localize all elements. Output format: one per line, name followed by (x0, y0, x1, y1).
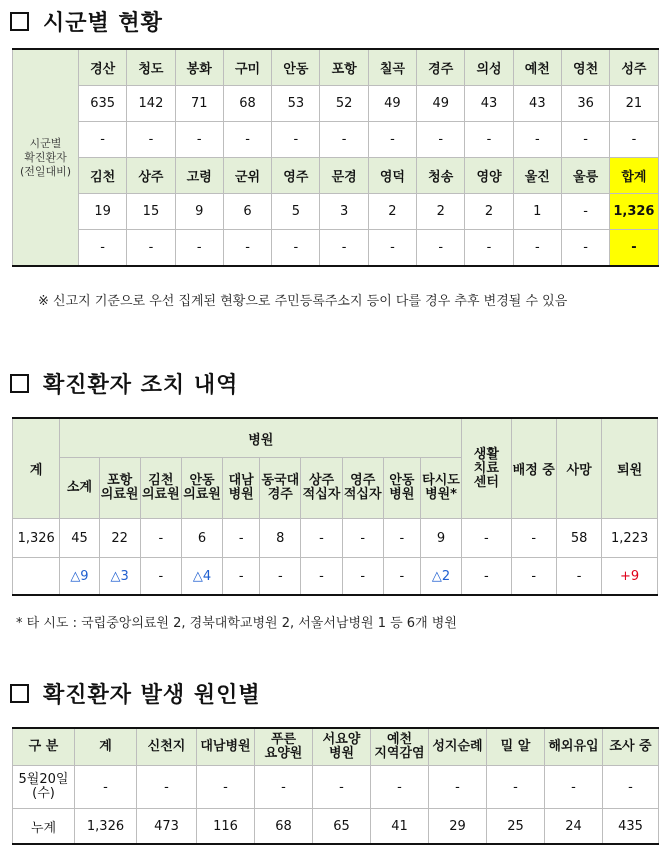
hospital-sub-header (420, 458, 461, 519)
cause-total-value: 41 (371, 809, 429, 845)
measures-count: - (383, 519, 420, 558)
region-count: 36 (561, 86, 609, 122)
cause-header (603, 728, 659, 766)
cause-header-line: 구 분 (28, 739, 59, 754)
region-count: 68 (223, 86, 271, 122)
row-label (13, 49, 79, 266)
region-count: 43 (465, 86, 513, 122)
hospital-header: 병원 (60, 418, 462, 458)
cause-header-line: 지역감염 (374, 746, 425, 761)
causes-table (12, 727, 659, 845)
checkbox-icon (10, 374, 29, 393)
cause-header-line: 푸른 (270, 732, 297, 747)
section-title-region: 시군별 현황 (10, 6, 163, 37)
hospital-sub-header-line: 적십자 (302, 487, 341, 502)
measures-count: - (342, 519, 383, 558)
cause-header (371, 728, 429, 766)
hospital-sub-header (99, 458, 140, 519)
cause-total-value: 누계 (13, 809, 75, 845)
measures-count: 22 (99, 519, 140, 558)
region-count: 71 (175, 86, 223, 122)
measures-change: - (342, 558, 383, 596)
hospital-sub-header-line: 포항 (107, 473, 133, 488)
region-count: 3 (320, 194, 368, 230)
life-center-header (462, 418, 511, 519)
hospital-sub-header-line: 안동 (389, 473, 415, 488)
cause-header-line: 해외유입 (548, 739, 599, 754)
causes-total-row (13, 809, 659, 845)
measures-table (12, 417, 658, 596)
region-count: 1,326 (610, 194, 658, 230)
region-count: 15 (127, 194, 175, 230)
hospital-sub-header (260, 458, 301, 519)
hospital-sub-header-line: 병원* (425, 487, 457, 502)
row-label-line: (전일대비) (19, 164, 72, 178)
cause-header-line: 예천 (386, 732, 413, 747)
measures-change: - (260, 558, 301, 596)
section-title-causes: 확진환자 발생 원인별 (10, 678, 261, 709)
cause-header-line: 서요양 (322, 732, 361, 747)
cause-header-line: 병원 (328, 746, 355, 761)
cause-daily-value-line: 5월20일 (18, 772, 69, 787)
measures-count: 58 (556, 519, 601, 558)
region-count: 19 (79, 194, 127, 230)
measures-change: △2 (420, 558, 461, 596)
region-change: - (417, 230, 465, 267)
measures-change: - (301, 558, 342, 596)
region-change: - (561, 230, 609, 267)
hospital-sub-header-line: 의료원 (100, 487, 139, 502)
region-change: - (368, 230, 416, 267)
region-change: - (175, 122, 223, 158)
measures-change-row (13, 558, 658, 596)
hospital-sub-header-line: 대남 (228, 473, 254, 488)
life-center-header-line: 생활 (473, 446, 499, 462)
hospital-sub-header-line: 안동 (189, 473, 215, 488)
measures-change: - (556, 558, 601, 596)
region-change: - (272, 230, 320, 267)
region-count: 49 (417, 86, 465, 122)
hospital-sub-header-line: 상주 (308, 473, 335, 488)
region-count-row (13, 86, 659, 122)
measures-change: +9 (602, 558, 658, 596)
region-name: 경산 (79, 49, 127, 86)
region-count: 2 (417, 194, 465, 230)
cause-daily-value: - (313, 766, 371, 809)
cause-daily-value: - (75, 766, 137, 809)
region-change: - (223, 230, 271, 267)
hospital-sub-header-line: 경주 (267, 487, 293, 502)
hospital-sub-header-line: 타시도 (422, 473, 460, 488)
cause-header (137, 728, 197, 766)
region-change: - (79, 230, 127, 267)
hospital-sub-header-line: 영주 (350, 473, 376, 488)
region-name: 상주 (127, 158, 175, 194)
hospital-sub-header-line: 소계 (66, 480, 93, 495)
region-name: 의성 (465, 49, 513, 86)
region-name: 합계 (610, 158, 658, 194)
checkbox-icon (10, 12, 29, 31)
region-count: - (561, 194, 609, 230)
cause-header (255, 728, 313, 766)
row-label-line: 시군별 (29, 136, 62, 150)
region-name: 울릉 (561, 158, 609, 194)
region-name: 문경 (320, 158, 368, 194)
cause-header-line: 밀 알 (500, 739, 531, 754)
measures-count: - (301, 519, 342, 558)
measures-count: 8 (260, 519, 301, 558)
cause-header-line: 대남병원 (200, 739, 251, 754)
region-name: 청도 (127, 49, 175, 86)
total-header: 계 (13, 418, 60, 519)
life-center-header-line: 치료 (473, 460, 499, 476)
cause-daily-value: - (487, 766, 545, 809)
hospital-sub-header-line: 병원 (389, 487, 415, 502)
cause-header-line: 계 (99, 739, 112, 754)
cause-total-value: 29 (429, 809, 487, 845)
waiting-header: 배정 중 (511, 418, 556, 519)
region-count: 49 (368, 86, 416, 122)
hospital-sub-header (140, 458, 181, 519)
region-change: - (368, 122, 416, 158)
region-name: 포항 (320, 49, 368, 86)
region-count: 52 (320, 86, 368, 122)
measures-count: 6 (181, 519, 222, 558)
region-change: - (320, 230, 368, 267)
life-center-header-line: 센터 (473, 474, 499, 490)
region-count: 6 (223, 194, 271, 230)
region-change-row (13, 122, 659, 158)
cause-daily-value: - (429, 766, 487, 809)
region-name: 경주 (417, 49, 465, 86)
region-name: 칠곡 (368, 49, 416, 86)
cause-header (75, 728, 137, 766)
discharge-header: 퇴원 (602, 418, 658, 519)
region-name: 청송 (417, 158, 465, 194)
region-change: - (223, 122, 271, 158)
cause-daily-value-line: (수) (32, 786, 55, 801)
region-change-row (13, 230, 659, 267)
cause-total-value: 1,326 (75, 809, 137, 845)
cause-header-line: 요양원 (264, 746, 303, 761)
measures-count: 1,326 (13, 519, 60, 558)
region-change: - (465, 122, 513, 158)
cause-header-line: 조사 중 (609, 739, 652, 754)
measures-count: 9 (420, 519, 461, 558)
region-name: 구미 (223, 49, 271, 86)
region-name: 영주 (272, 158, 320, 194)
region-count: 2 (368, 194, 416, 230)
region-name: 성주 (610, 49, 658, 86)
measures-change: - (511, 558, 556, 596)
cause-header (545, 728, 603, 766)
region-change: - (561, 122, 609, 158)
measures-count: 45 (60, 519, 99, 558)
measures-count: - (462, 519, 511, 558)
hospital-sub-header (383, 458, 420, 519)
region-change: - (417, 122, 465, 158)
region-change: - (127, 122, 175, 158)
measures-change: - (140, 558, 181, 596)
hospital-sub-header (60, 458, 99, 519)
hospital-sub-header-line: 병원 (228, 487, 254, 502)
cause-header (197, 728, 255, 766)
region-change: - (610, 230, 658, 267)
cause-daily-value: - (137, 766, 197, 809)
region-count: 142 (127, 86, 175, 122)
region-name: 김천 (79, 158, 127, 194)
measures-change: - (223, 558, 260, 596)
region-count: 43 (513, 86, 561, 122)
hospital-sub-header (181, 458, 222, 519)
cause-daily-value (13, 766, 75, 809)
cause-total-value: 473 (137, 809, 197, 845)
region-status-table (12, 48, 659, 267)
measures-note: * 타 시도 : 국립중앙의료원 2, 경북대학교병원 2, 서울서남병원 1 등 6개 병원 (16, 616, 457, 631)
region-change: - (175, 230, 223, 267)
cause-header-line: 신천지 (147, 739, 186, 754)
region-count-row (13, 194, 659, 230)
region-count: 2 (465, 194, 513, 230)
cause-total-value: 65 (313, 809, 371, 845)
hospital-sub-header (342, 458, 383, 519)
region-change: - (513, 122, 561, 158)
causes-daily-row (13, 766, 659, 809)
region-name-row (13, 49, 659, 86)
measures-change: △4 (181, 558, 222, 596)
region-count: 9 (175, 194, 223, 230)
cause-total-value: 24 (545, 809, 603, 845)
measures-header-row (13, 418, 658, 458)
cause-total-value: 25 (487, 809, 545, 845)
cause-daily-value: - (197, 766, 255, 809)
measures-change: △9 (60, 558, 99, 596)
region-name: 봉화 (175, 49, 223, 86)
region-change: - (320, 122, 368, 158)
region-name: 고령 (175, 158, 223, 194)
region-change: - (513, 230, 561, 267)
hospital-sub-header (301, 458, 342, 519)
checkbox-icon (10, 684, 29, 703)
causes-header-row (13, 728, 659, 766)
region-change: - (610, 122, 658, 158)
cause-daily-value: - (371, 766, 429, 809)
region-count: 21 (610, 86, 658, 122)
region-name: 안동 (272, 49, 320, 86)
region-name: 영덕 (368, 158, 416, 194)
cause-total-value: 435 (603, 809, 659, 845)
row-label-line: 확진환자 (24, 150, 67, 164)
cause-daily-value: - (545, 766, 603, 809)
measures-change: - (462, 558, 511, 596)
cause-header (487, 728, 545, 766)
measures-change (13, 558, 60, 596)
hospital-sub-header-line: 적십자 (343, 487, 382, 502)
region-name: 영양 (465, 158, 513, 194)
region-count: 5 (272, 194, 320, 230)
cause-total-value: 116 (197, 809, 255, 845)
hospital-sub-header-line: 의료원 (141, 487, 180, 502)
section-title-measures: 확진환자 조치 내역 (10, 368, 238, 399)
region-count: 635 (79, 86, 127, 122)
region-count: 1 (513, 194, 561, 230)
measures-count: 1,223 (602, 519, 658, 558)
measures-change: △3 (99, 558, 140, 596)
region-name: 영천 (561, 49, 609, 86)
hospital-sub-header (223, 458, 260, 519)
region-change: - (465, 230, 513, 267)
region-count: 53 (272, 86, 320, 122)
region-note: ※ 신고지 기준으로 우선 집계된 현황으로 주민등록주소지 등이 다를 경우 추후 변경될 수 있음 (38, 294, 568, 309)
region-name-row (13, 158, 659, 194)
hospital-sub-header-line: 동국대 (261, 473, 300, 488)
measures-count-row (13, 519, 658, 558)
cause-daily-value: - (603, 766, 659, 809)
measures-count: - (511, 519, 556, 558)
cause-total-value: 68 (255, 809, 313, 845)
death-header: 사망 (556, 418, 601, 519)
region-change: - (272, 122, 320, 158)
cause-header-line: 성지순례 (432, 739, 483, 754)
cause-header (313, 728, 371, 766)
region-name: 군위 (223, 158, 271, 194)
measures-count: - (140, 519, 181, 558)
cause-header (429, 728, 487, 766)
cause-header (13, 728, 75, 766)
measures-change: - (383, 558, 420, 596)
hospital-sub-header-line: 김천 (148, 473, 174, 488)
hospital-sub-header-line: 의료원 (183, 487, 221, 502)
region-name: 예천 (513, 49, 561, 86)
measures-count: - (223, 519, 260, 558)
cause-daily-value: - (255, 766, 313, 809)
region-change: - (127, 230, 175, 267)
region-name: 울진 (513, 158, 561, 194)
region-change: - (79, 122, 127, 158)
